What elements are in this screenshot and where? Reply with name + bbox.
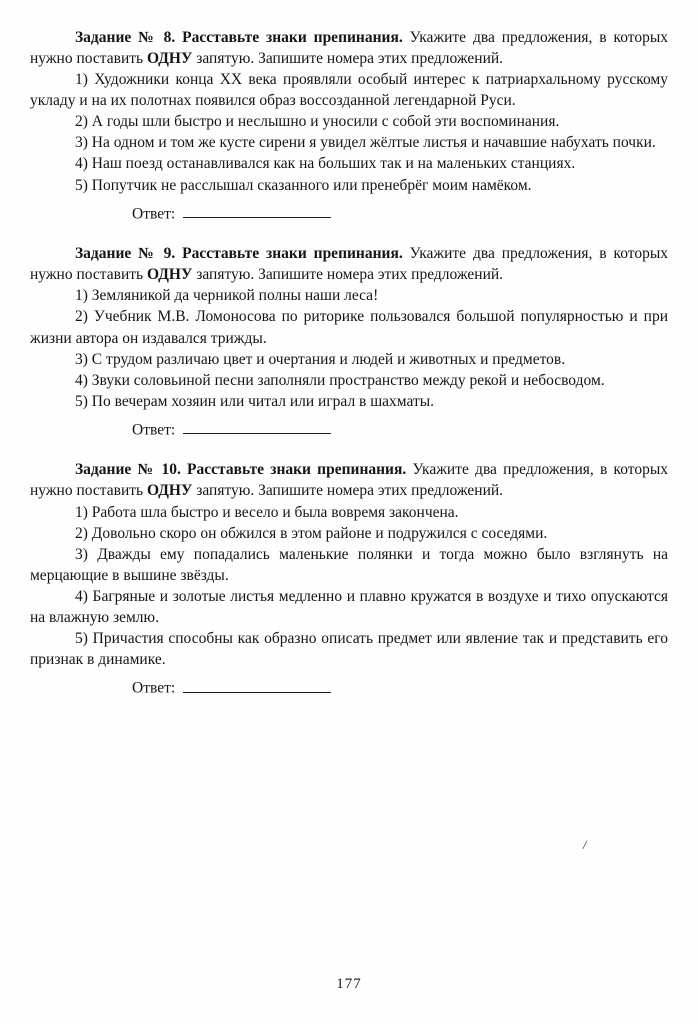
task-10-answer-blank: [183, 676, 331, 693]
task-9-answer-blank: [183, 418, 331, 435]
task-8-sentence-4: 4) Наш поезд останавливался как на больших так и на маленьких станциях.: [75, 155, 576, 173]
task-9-intro-bold-word: ОДНУ: [146, 266, 193, 284]
task-10: [30, 459, 668, 698]
task-8-answer-blank: [183, 202, 331, 219]
task-10-sentence-3: 3) Дважды ему попадались маленькие полянки и тогда можно было взглянуть на мерцающие в вышине звёзды.: [30, 545, 668, 584]
task-10-answer-row: [132, 676, 668, 699]
task-9-intro: [30, 243, 668, 285]
task-8-intro-text-a: Укажите два предложения, в которых нужно поставить: [30, 29, 668, 68]
task-10-intro-text-a: Укажите два предложения, в которых нужно поставить: [30, 461, 668, 500]
task-8: [30, 27, 668, 224]
task-10-answer-label: Ответ:: [132, 679, 176, 697]
task-10-intro: [30, 459, 668, 501]
task-10-intro-text-b: запятую. Запишите номера этих предложений.: [192, 482, 504, 500]
task-8-sentence-1: 1) Художники конца XX века проявляли особый интерес к патриархальному русскому укладу и на их полотнах появился образ воссозданной легендарной Руси.: [30, 71, 668, 110]
page-number: 177: [336, 975, 362, 992]
task-9-answer-row: [132, 418, 668, 441]
task-9-intro-text-b: запятую. Запишите номера этих предложений.: [192, 266, 504, 284]
task-10-sentence-4: 4) Багряные и золотые листья медленно и плавно кружатся в воздухе и тихо опускаются на влажную землю.: [30, 587, 668, 626]
task-8-answer-row: [132, 202, 668, 225]
task-8-heading: Задание № 8. Расставьте знаки препинания.: [75, 29, 403, 46]
task-8-sentence-3: 3) На одном и том же кусте сирени я увидел жёлтые листья и начавшие набухать почки.: [75, 134, 656, 152]
task-8-answer-label: Ответ:: [132, 205, 176, 223]
task-9-sentence-4: 4) Звуки соловьиной песни заполняли пространство между рекой и небосводом.: [75, 371, 605, 389]
task-8-sentence-2: 2) А годы шли быстро и неслышно и уносили с собой эти воспоминания.: [75, 113, 560, 131]
task-9-sentence-3: 3) С трудом различаю цвет и очертания и людей и животных и предметов.: [75, 350, 566, 368]
task-9-sentence-1: 1) Земляникой да черникой полны наши леса!: [75, 287, 379, 305]
task-9-intro-text-a: Укажите два предложения, в которых нужно поставить: [30, 245, 668, 284]
task-8-intro-text-b: запятую. Запишите номера этих предложений.: [192, 50, 504, 68]
scan-artifact-mark: /: [582, 836, 588, 853]
task-8-sentence-5: 5) Попутчик не расслышал сказанного или пренебрёг моим намёком.: [75, 176, 532, 194]
task-10-intro-bold-word: ОДНУ: [146, 482, 193, 500]
task-9-heading: Задание № 9. Расставьте знаки препинания.: [75, 245, 403, 263]
task-9-sentence-2: 2) Учебник М.В. Ломоносова по риторике пользовался большой популярностью и при жизни автора он издавался трижды.: [30, 308, 668, 347]
task-9-sentence-5: 5) По вечерам хозяин или читал или играл в шахматы.: [75, 392, 435, 410]
task-9: [30, 243, 668, 440]
task-10-sentence-2: 2) Довольно скоро он обжился в этом районе и подружился с соседями.: [75, 524, 548, 542]
task-10-sentence-1: 1) Работа шла быстро и весело и была вовремя закончена.: [75, 503, 459, 521]
task-10-sentence-5: 5) Причастия способны как образно описать предмет или явление так и представить его признак в динамике.: [30, 630, 668, 669]
task-8-intro-bold-word: ОДНУ: [146, 50, 193, 68]
task-9-answer-label: Ответ:: [132, 421, 176, 439]
task-8-intro: [30, 27, 668, 69]
task-10-heading: Задание № 10. Расставьте знаки препинания.: [75, 461, 407, 479]
